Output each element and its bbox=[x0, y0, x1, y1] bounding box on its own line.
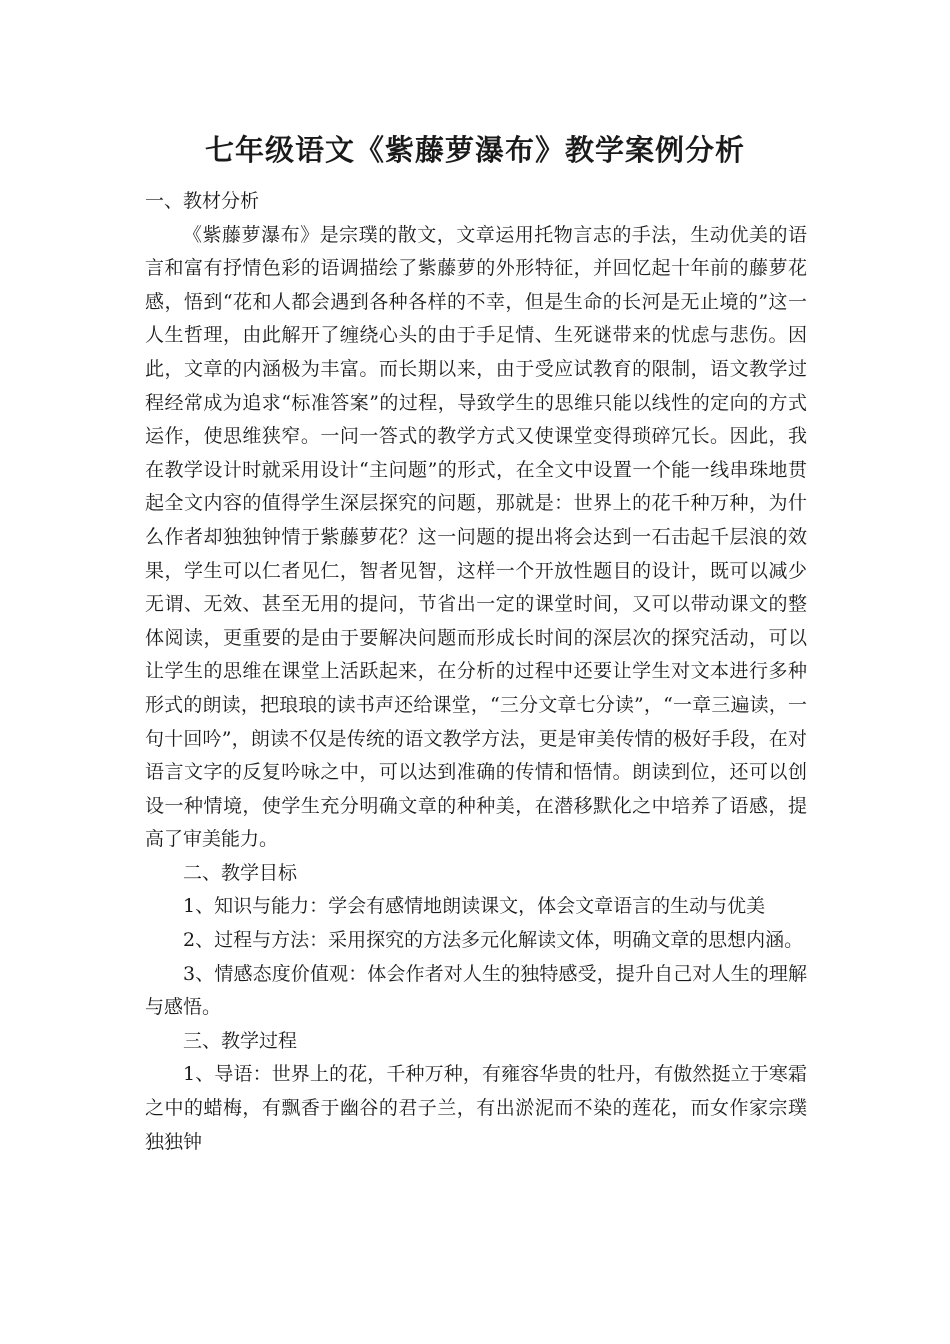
document-title: 七年级语文《紫藤萝瀑布》教学案例分析 bbox=[204, 133, 745, 167]
section-heading-teaching-goals: 二、教学目标 bbox=[183, 861, 298, 884]
goal-knowledge-ability: 1、知识与能力：学会有感情地朗读课文，体会文章语言的生动与优美 bbox=[183, 895, 766, 918]
section-heading-teaching-process: 三、教学过程 bbox=[183, 1029, 298, 1052]
section-heading-textbook-analysis: 一、教材分析 bbox=[145, 190, 260, 212]
textbook-analysis-paragraph: 《紫藤萝瀑布》是宗璞的散文，文章运用托物言志的手法，生动优美的语言和富有抒情色彩的语调描绘了紫藤萝的外形特征，并回忆起十年前的藤萝花感，悟到“花和人都会遇到各种各样的不幸，但是生命的长河是无止境的”这一人生哲理，由此解开了缠绕心头的由于手足情、生死谜带来的忧虑与悲伤。因此，文章的内涵极为丰富。而长期以来，由于受应试教育的限制，语文教学过程经常成为追求“标准答案”的过程，导致学生的思维只能以线性的定向的方式运作，使思维狭窄。一问一答式的教学方式又使课堂变得琐碎冗长。因此，我在教学设计时就采用设计“主问题”的形式，在全文中设置一个能一线串珠地贯起全文内容的值得学生深层探究的问题，那就是：世界上的花千种万种，为什么作者却独独钟情于紫藤萝花？这一问题的提出将会达到一石击起千层浪的效果，学生可以仁者见仁，智者见智，这样一个开放性题目的设计，既可以减少无谓、无效、甚至无用的提问，节省出一定的课堂时间，又可以带动课文的整体阅读，更重要的是由于要解决问题而形成长时间的深层次的探究活动，可以让学生的思维在课堂上活跃起来，在分析的过程中还要让学生对文本进行多种形式的朗读，把琅琅的读书声还给课堂，“三分文章七分读”，“一章三遍读，一句十回吟”，朗读不仅是传统的语文教学方法，更是审美传情的极好手段，在对语言文字的反复吟咏之中，可以达到准确的传情和悟情。朗读到位，还可以创设一种情境，使学生充分明确文章的种种美，在潜移默化之中培养了语感，提高了审美能力。 bbox=[145, 223, 807, 851]
goal-process-method: 2、过程与方法：采用探究的方法多元化解读文体，明确文章的思想内涵。 bbox=[183, 929, 804, 952]
goal-emotion-values: 3、情感态度价值观：体会作者对人生的独特感受，提升自己对人生的理解与感悟。 bbox=[145, 962, 807, 1019]
document-body bbox=[145, 185, 807, 1159]
process-introduction-paragraph: 1、导语：世界上的花，千种万种，有雍容华贵的牡丹，有傲然挺立于寒霜之中的蜡梅，有飘香于幽谷的君子兰，有出淤泥而不染的莲花，而女作家宗璞独独钟 bbox=[145, 1063, 807, 1153]
